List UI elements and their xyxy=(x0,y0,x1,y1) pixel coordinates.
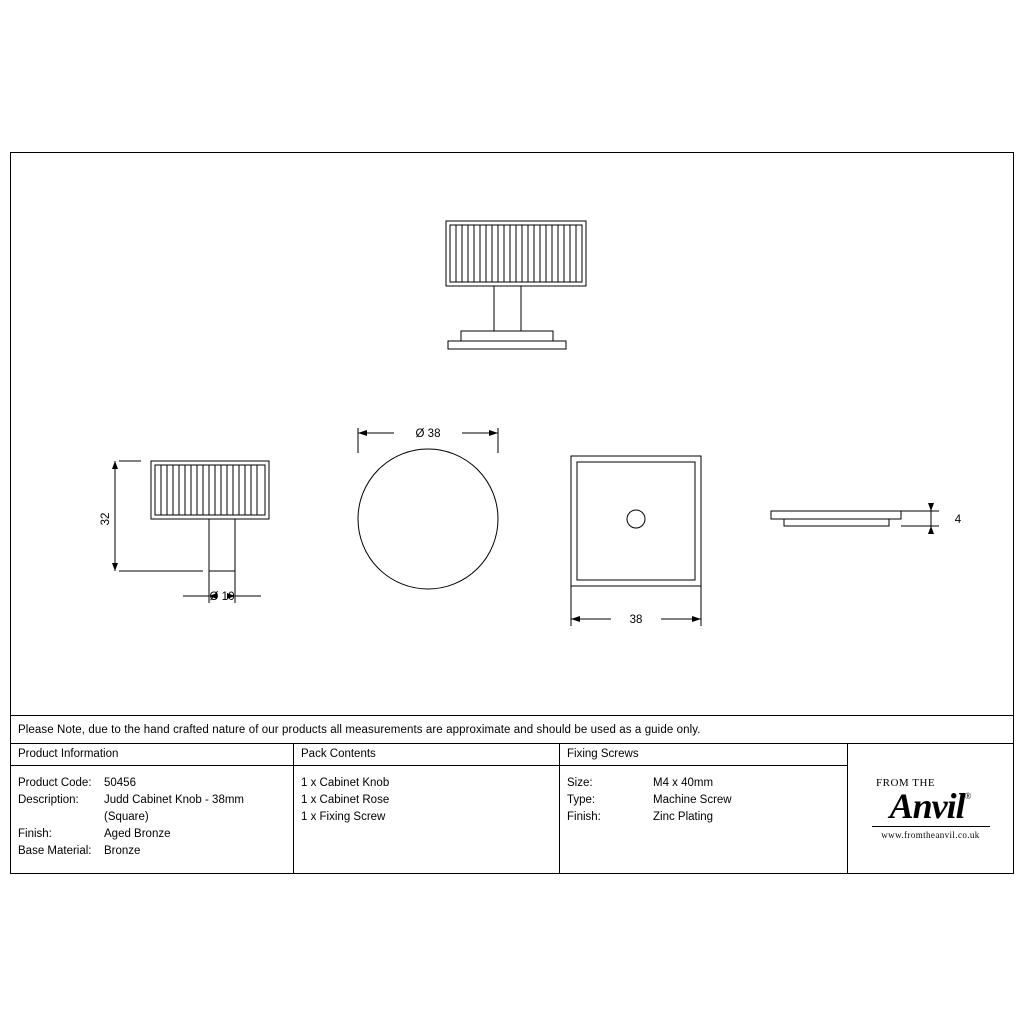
dim-label-head-diameter: Ø 38 xyxy=(415,428,441,440)
product-information-column xyxy=(11,744,294,874)
dim-label-stem-diameter: Ø 10 xyxy=(209,591,235,603)
table-row xyxy=(18,809,293,826)
table-row xyxy=(18,792,293,809)
logo-name-text: Anvil xyxy=(889,786,965,826)
side-elevation-view xyxy=(112,461,269,603)
table-row xyxy=(567,775,847,792)
list-item: 1 x Fixing Screw xyxy=(301,811,386,823)
list-item: 1 x Cabinet Knob xyxy=(301,777,390,789)
finish-value: Aged Bronze xyxy=(104,828,171,840)
table-row xyxy=(18,843,293,860)
info-table xyxy=(11,744,1013,874)
table-row xyxy=(567,809,847,826)
description-cont-label xyxy=(18,809,104,826)
base-material-value: Bronze xyxy=(104,845,141,857)
description-value: Judd Cabinet Knob - 38mm xyxy=(104,794,244,806)
front-elevation-view xyxy=(446,221,586,349)
list-item: 1 x Cabinet Rose xyxy=(301,794,390,806)
rose-plan-view xyxy=(571,456,701,626)
technical-drawing-sheet xyxy=(10,152,1014,874)
brand-logo-column xyxy=(848,744,1013,874)
measurement-note-bar xyxy=(11,716,1013,744)
logo-divider xyxy=(872,826,990,827)
measurement-note-text: Please Note, due to the hand crafted nature of our products all measurements are approximate and should be used as a guide only. xyxy=(18,723,701,736)
table-row xyxy=(567,792,847,809)
brand-logo xyxy=(848,744,1013,874)
dim-label-height: 32 xyxy=(100,512,112,526)
description-cont-value: (Square) xyxy=(104,811,149,823)
product-drawings xyxy=(11,153,1015,716)
finish-label: Finish: xyxy=(18,828,52,840)
logo-from-the-text: FROM THE xyxy=(876,777,936,789)
screw-finish-label: Finish: xyxy=(567,811,601,823)
fixing-screws-column xyxy=(560,744,848,874)
pack-contents-column xyxy=(294,744,560,874)
logo-name-line xyxy=(890,787,972,825)
table-row xyxy=(18,826,293,843)
drawing-area xyxy=(11,153,1013,716)
product-information-heading: Product Information xyxy=(11,744,293,766)
screw-size-value: M4 x 40mm xyxy=(653,777,714,789)
plan-circle-view xyxy=(358,428,498,589)
rose-side-view xyxy=(771,503,939,534)
registered-trademark-icon: ® xyxy=(964,791,972,801)
screw-finish-value: Zinc Plating xyxy=(653,811,714,823)
logo-url-text: www.fromtheanvil.co.uk xyxy=(881,830,980,840)
description-label: Description: xyxy=(18,794,79,806)
screw-type-label: Type: xyxy=(567,794,596,806)
screw-type-value: Machine Screw xyxy=(653,794,732,806)
table-row xyxy=(18,775,293,792)
product-information-body xyxy=(11,766,293,860)
screw-size-label: Size: xyxy=(567,777,593,789)
base-material-label: Base Material: xyxy=(18,845,92,857)
dim-label-rose-thickness: 4 xyxy=(954,514,962,526)
product-code-value: 50456 xyxy=(104,777,136,789)
fixing-screws-heading: Fixing Screws xyxy=(560,744,847,766)
pack-contents-body xyxy=(294,766,559,826)
product-code-label: Product Code: xyxy=(18,777,92,789)
pack-contents-heading: Pack Contents xyxy=(294,744,559,766)
fixing-screws-body xyxy=(560,766,847,826)
dim-label-rose-width: 38 xyxy=(629,614,643,626)
